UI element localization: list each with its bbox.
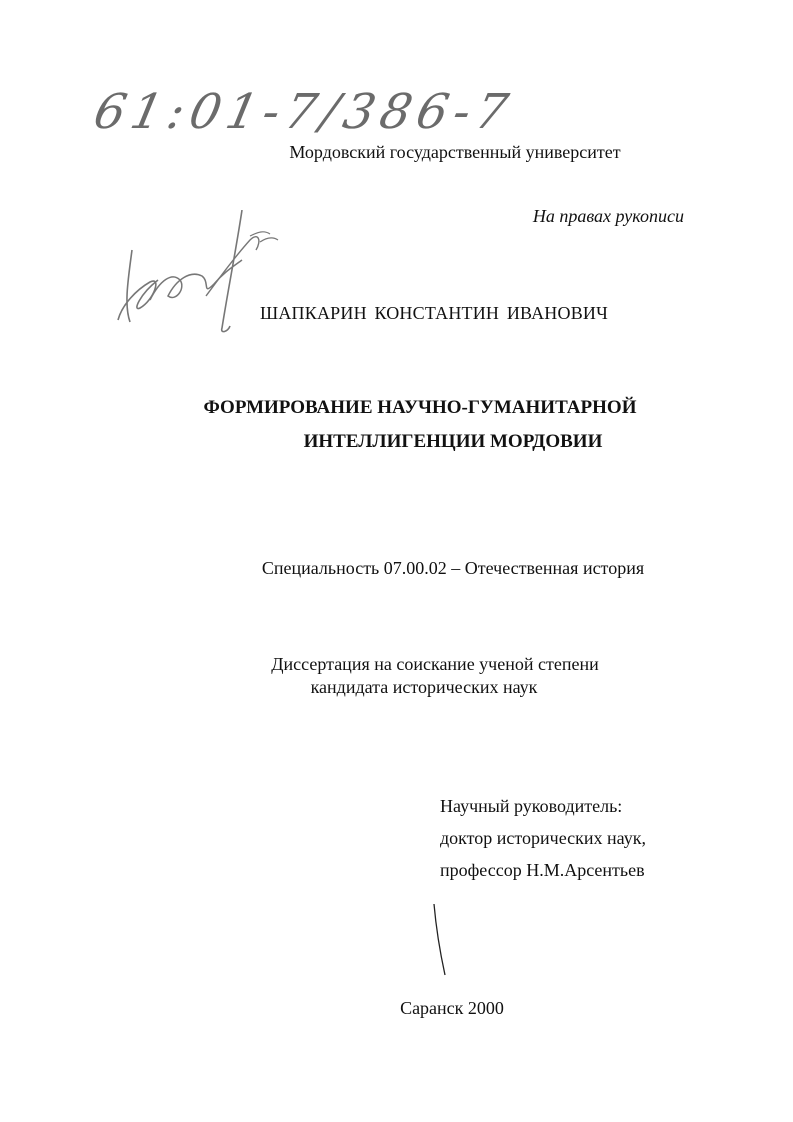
city-year: Саранск 2000	[400, 998, 504, 1018]
specialty-line: Специальность 07.00.02 – Отечественная история	[261, 558, 645, 578]
manuscript-rights-note: На правах рукописи	[532, 206, 684, 226]
dissertation-title-line-2: ИНТЕЛЛИГЕНЦИИ МОРДОВИИ	[303, 431, 603, 452]
author-name: ШАПКАРИН КОНСТАНТИН ИВАНОВИЧ	[260, 303, 608, 323]
advisor-label: Научный руководитель:	[440, 796, 623, 816]
dissertation-degree-line-1: Диссертация на соискание ученой степени	[271, 654, 599, 674]
advisor-degree: доктор исторических наук,	[440, 828, 646, 848]
dissertation-title-line-1: ФОРМИРОВАНИЕ НАУЧНО-ГУМАНИТАРНОЙ	[203, 397, 637, 418]
university-name: Мордовский государственный университет	[289, 142, 621, 162]
handwritten-code-text: 61:01-7/386-7	[89, 84, 519, 140]
dissertation-degree-line-2: кандидата исторических наук	[310, 677, 538, 697]
pen-stroke-mark-icon	[430, 902, 450, 977]
advisor-name: профессор Н.М.Арсентьев	[440, 860, 645, 880]
